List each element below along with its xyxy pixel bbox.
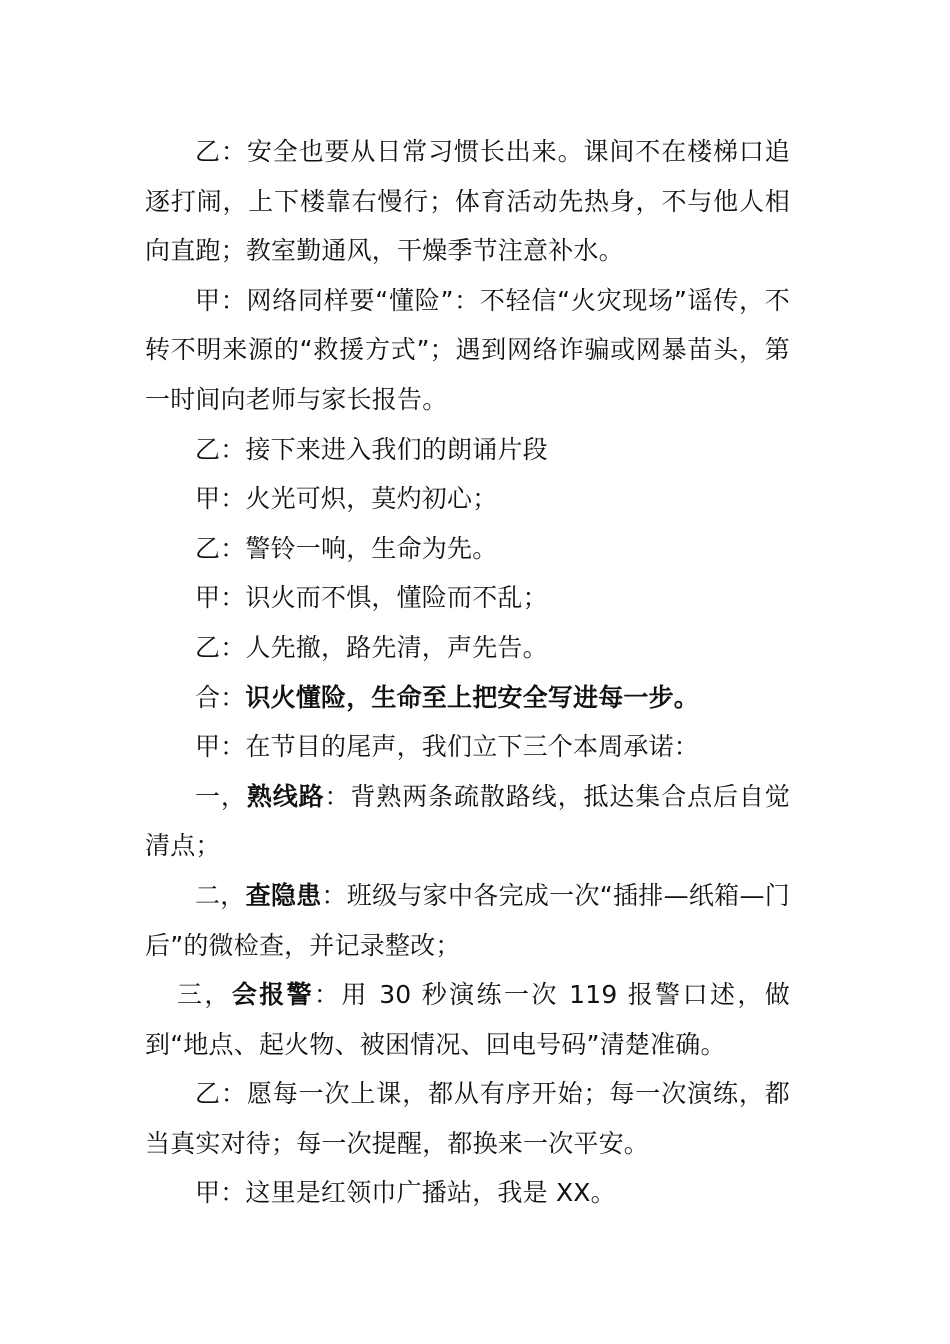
paragraph-text: 愿每一次上课，都从有序开始；每一次演练，都当真实对待；每一次提醒，都换来一次平安。 — [145, 1079, 791, 1158]
speaker-label: 甲： — [195, 732, 246, 762]
paragraph-yi-wish — [145, 1069, 790, 1168]
paragraph-text: 识火而不惧，懂险而不乱； — [245, 583, 548, 613]
paragraph-text: 人先撤，路先清，声先告。 — [245, 632, 548, 662]
pledge-text: ：背熟两条疏散路线，抵达集合点后自觉清点； — [145, 781, 790, 861]
pledge-one — [145, 772, 790, 871]
speaker-label: 乙： — [195, 1079, 247, 1109]
paragraph-text: 火光可炽，莫灼初心； — [245, 484, 498, 514]
paragraph-jia-line-1 — [145, 474, 790, 524]
paragraph-together-motto — [145, 673, 790, 723]
paragraph-text: 警铃一响，生命为先。 — [245, 533, 498, 563]
speaker-label: 甲： — [195, 484, 246, 514]
pledge-text: ：班级与家中各完成一次“插排—纸箱—门后”的微检查，并记录整改； — [145, 880, 790, 960]
speaker-label: 甲： — [195, 285, 247, 315]
paragraph-text: 网络同样要“懂险”：不轻信“火灾现场”谣传，不转不明来源的“救援方式”；遇到网络诈骗或网暴苗头，第一时间向老师与家长报告。 — [145, 285, 790, 414]
speaker-label: 乙： — [195, 137, 247, 166]
pledge-title: 熟线路 — [246, 781, 325, 811]
speaker-label: 乙： — [195, 434, 246, 464]
pledge-number: 三， — [177, 980, 232, 1010]
speaker-label: 乙： — [195, 533, 246, 563]
script-text — [145, 127, 790, 1218]
paragraph-text: 这里是红领巾广播站，我是 XX。 — [245, 1178, 616, 1208]
paragraph-text: 安全也要从日常习惯长出来。课间不在楼梯口追逐打闹，上下楼靠右慢行；体育活动先热身，不与他人相向直跑；教室勤通风，干燥季节注意补水。 — [145, 137, 791, 266]
paragraph-bold-text: 识火懂险，生命至上把安全写进每一步。 — [245, 682, 700, 712]
pledge-three — [145, 970, 790, 1069]
pledge-number: 一， — [195, 781, 247, 811]
paragraph-jia-pledge-intro — [145, 722, 790, 772]
pledge-title: 会报警 — [231, 980, 315, 1010]
paragraph-jia-line-3 — [145, 573, 790, 623]
speaker-label: 甲： — [195, 1178, 246, 1208]
paragraph-jia-signoff — [145, 1168, 790, 1218]
paragraph-yi-daily-habits — [145, 127, 790, 276]
paragraph-yi-line-2 — [145, 524, 790, 574]
paragraph-text: 在节目的尾声，我们立下三个本周承诺： — [245, 732, 700, 762]
speaker-label: 合： — [195, 682, 246, 712]
paragraph-text: 接下来进入我们的朗诵片段 — [245, 434, 548, 464]
pledge-text: ：用 30 秒演练一次 119 报警口述，做到“地点、起火物、被困情况、回电号码”清楚准确。 — [145, 980, 790, 1059]
pledge-two — [145, 871, 790, 970]
pledge-title: 查隐患 — [245, 880, 322, 910]
paragraph-jia-online-safety — [145, 276, 790, 425]
pledge-number: 二， — [195, 880, 246, 910]
paragraph-yi-recitation-intro — [145, 425, 790, 475]
paragraph-yi-line-4 — [145, 623, 790, 673]
speaker-label: 乙： — [195, 632, 246, 662]
speaker-label: 甲： — [195, 583, 246, 613]
